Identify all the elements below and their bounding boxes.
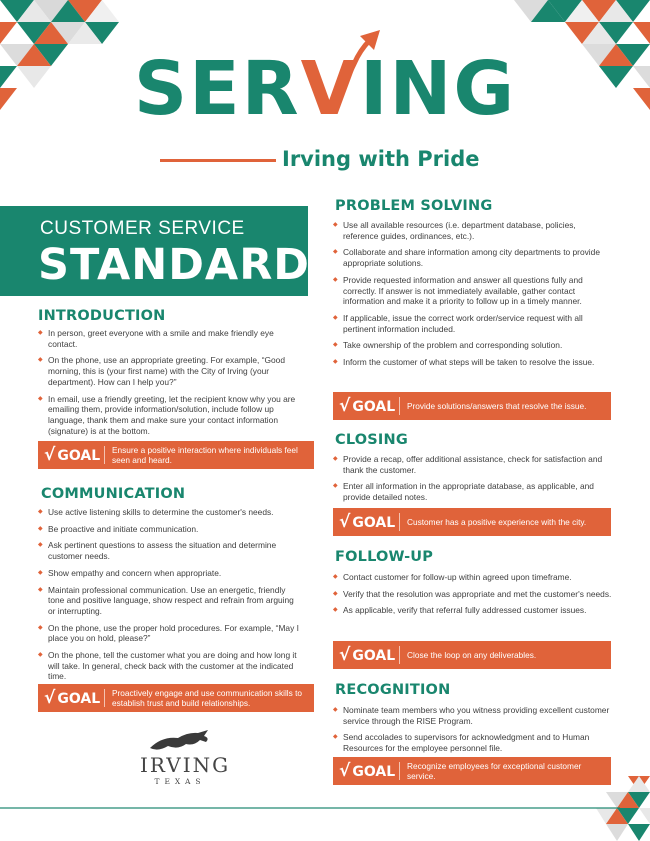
irving-logo	[140, 753, 231, 786]
introduction-heading: INTRODUCTION	[38, 308, 166, 324]
list-item: ◆ Verify that the resolution was appropriate and met the customer's needs.	[333, 589, 613, 600]
recognition-heading: RECOGNITION	[335, 682, 451, 698]
logo-state: TEXAS	[154, 777, 206, 786]
closing-heading: CLOSING	[335, 432, 408, 448]
standards-banner	[0, 206, 342, 296]
subtitle-rule	[160, 159, 276, 162]
goal-label	[44, 445, 100, 465]
arrow-up-icon	[330, 30, 390, 92]
list-item: ◆ In email, use a friendly greeting, let the recipient know why you are emailing them, provide information/solution, include follow up language, thank them and make sure your contact information (signature) is at the bottom.	[38, 394, 300, 437]
closing-list	[333, 454, 613, 509]
serving-subtitle: Irving with Pride	[282, 147, 480, 171]
goal-text: Customer has a positive experience with the city.	[407, 517, 587, 527]
list-item: ◆ Contact customer for follow-up within agreed upon timeframe.	[333, 572, 613, 583]
list-item: ◆ If applicable, issue the correct work order/service request with all pertinent information included.	[333, 313, 613, 334]
goal-label-text: GOAL	[57, 448, 101, 464]
goal-text: Close the loop on any deliverables.	[407, 650, 537, 660]
list-item: ◆ As applicable, verify that referral fully addressed customer issues.	[333, 605, 613, 616]
recognition-list	[333, 705, 613, 760]
list-item: ◆ On the phone, tell the customer what you are doing and how long it will take. In general, check back with the customer at the indicated time.	[38, 650, 303, 682]
goal-text: Recognize employees for exceptional customer service.	[407, 761, 582, 781]
list-item: ◆ Inform the customer of what steps will be taken to resolve the issue.	[333, 357, 613, 368]
goal-label	[339, 396, 395, 416]
problem-solving-list	[333, 220, 613, 374]
irving-horse-logo-icon	[148, 730, 212, 754]
title-part-v: V	[300, 46, 360, 132]
goal-label	[339, 645, 395, 665]
goal-label-text: GOAL	[352, 515, 396, 531]
communication-heading: COMMUNICATION	[41, 486, 186, 502]
list-item: ◆ Nominate team members who you witness providing excellent customer service through the RISE Program.	[333, 705, 613, 726]
follow-up-list	[333, 572, 613, 622]
goal-divider	[399, 397, 400, 415]
goal-label-text: GOAL	[57, 691, 101, 707]
list-item: ◆ Ask pertinent questions to assess the situation and determine customer needs.	[38, 540, 303, 561]
list-item: ◆ Maintain professional communication. Use an energetic, friendly tone and positive language, show respect and refrain from arguing or interrupting.	[38, 585, 303, 617]
serving-title	[0, 46, 650, 132]
communication-list	[38, 507, 303, 688]
list-item: ◆ Send accolades to supervisors for acknowledgment and to Human Resources for the employee personnel file.	[333, 732, 613, 753]
banner-line-1: CUSTOMER SERVICE	[40, 218, 245, 239]
checkmark-icon: √	[44, 688, 56, 708]
list-item: ◆ On the phone, use an appropriate greeting. For example, “Good morning, this is (your first name) with the City of Irving (your department). How can I help you?”	[38, 355, 300, 387]
checkmark-icon: √	[339, 645, 351, 665]
problem-solving-goal-bar	[333, 392, 611, 420]
list-item: ◆ Provide a recap, offer additional assistance, check for satisfaction and thank the customer.	[333, 454, 613, 475]
goal-label-text: GOAL	[352, 764, 396, 780]
problem-solving-heading: PROBLEM SOLVING	[335, 198, 493, 214]
closing-goal-bar	[333, 508, 611, 536]
goal-divider	[399, 513, 400, 531]
follow-up-goal-bar	[333, 641, 611, 669]
goal-divider	[399, 646, 400, 664]
title-part-ser: SER	[133, 46, 301, 132]
checkmark-icon: √	[44, 445, 56, 465]
communication-goal-bar	[38, 684, 314, 712]
list-item: ◆ Show empathy and concern when appropriate.	[38, 568, 303, 579]
checkmark-icon: √	[339, 761, 351, 781]
list-item: ◆ In person, greet everyone with a smile and make friendly eye contact.	[38, 328, 300, 349]
goal-text: Proactively engage and use communication skills to establish trust and build relationships.	[112, 688, 303, 708]
goal-text: Ensure a positive interaction where individuals feel seen and heard.	[112, 445, 298, 465]
follow-up-heading: FOLLOW-UP	[335, 549, 434, 565]
logo-name: IRVING	[140, 753, 231, 777]
goal-divider	[399, 762, 400, 780]
title-part-ing: ING	[359, 46, 517, 132]
checkmark-icon: √	[339, 512, 351, 532]
list-item: ◆ Take ownership of the problem and corresponding solution.	[333, 340, 613, 351]
goal-label	[339, 761, 395, 781]
introduction-goal-bar	[38, 441, 314, 469]
goal-label-text: GOAL	[352, 399, 396, 415]
goal-label	[339, 512, 395, 532]
list-item: ◆ On the phone, use the proper hold procedures. For example, “May I place you on hold, please?”	[38, 623, 303, 644]
goal-text: Provide solutions/answers that resolve the issue.	[407, 401, 587, 411]
list-item: ◆ Use active listening skills to determine the customer's needs.	[38, 507, 303, 518]
banner-line-2: STANDARDS	[38, 240, 342, 290]
list-item: ◆ Be proactive and initiate communication.	[38, 524, 303, 535]
introduction-list	[38, 328, 300, 442]
goal-label-text: GOAL	[352, 648, 396, 664]
checkmark-icon: √	[339, 396, 351, 416]
goal-divider	[104, 446, 105, 464]
list-item: ◆ Provide requested information and answer all questions fully and correctly. If answer is not immediately available, gather contact information and make it a priority to follow up in a timely manner.	[333, 275, 613, 307]
goal-label	[44, 688, 100, 708]
footer-rule	[0, 807, 620, 809]
list-item: ◆ Use all available resources (i.e. department database, policies, reference guides, ordinances, etc.).	[333, 220, 613, 241]
goal-divider	[104, 689, 105, 707]
recognition-goal-bar	[333, 757, 611, 785]
list-item: ◆ Collaborate and share information among city departments to provide appropriate solutions.	[333, 247, 613, 268]
list-item: ◆ Enter all information in the appropriate database, as applicable, and provide detailed notes.	[333, 481, 613, 502]
